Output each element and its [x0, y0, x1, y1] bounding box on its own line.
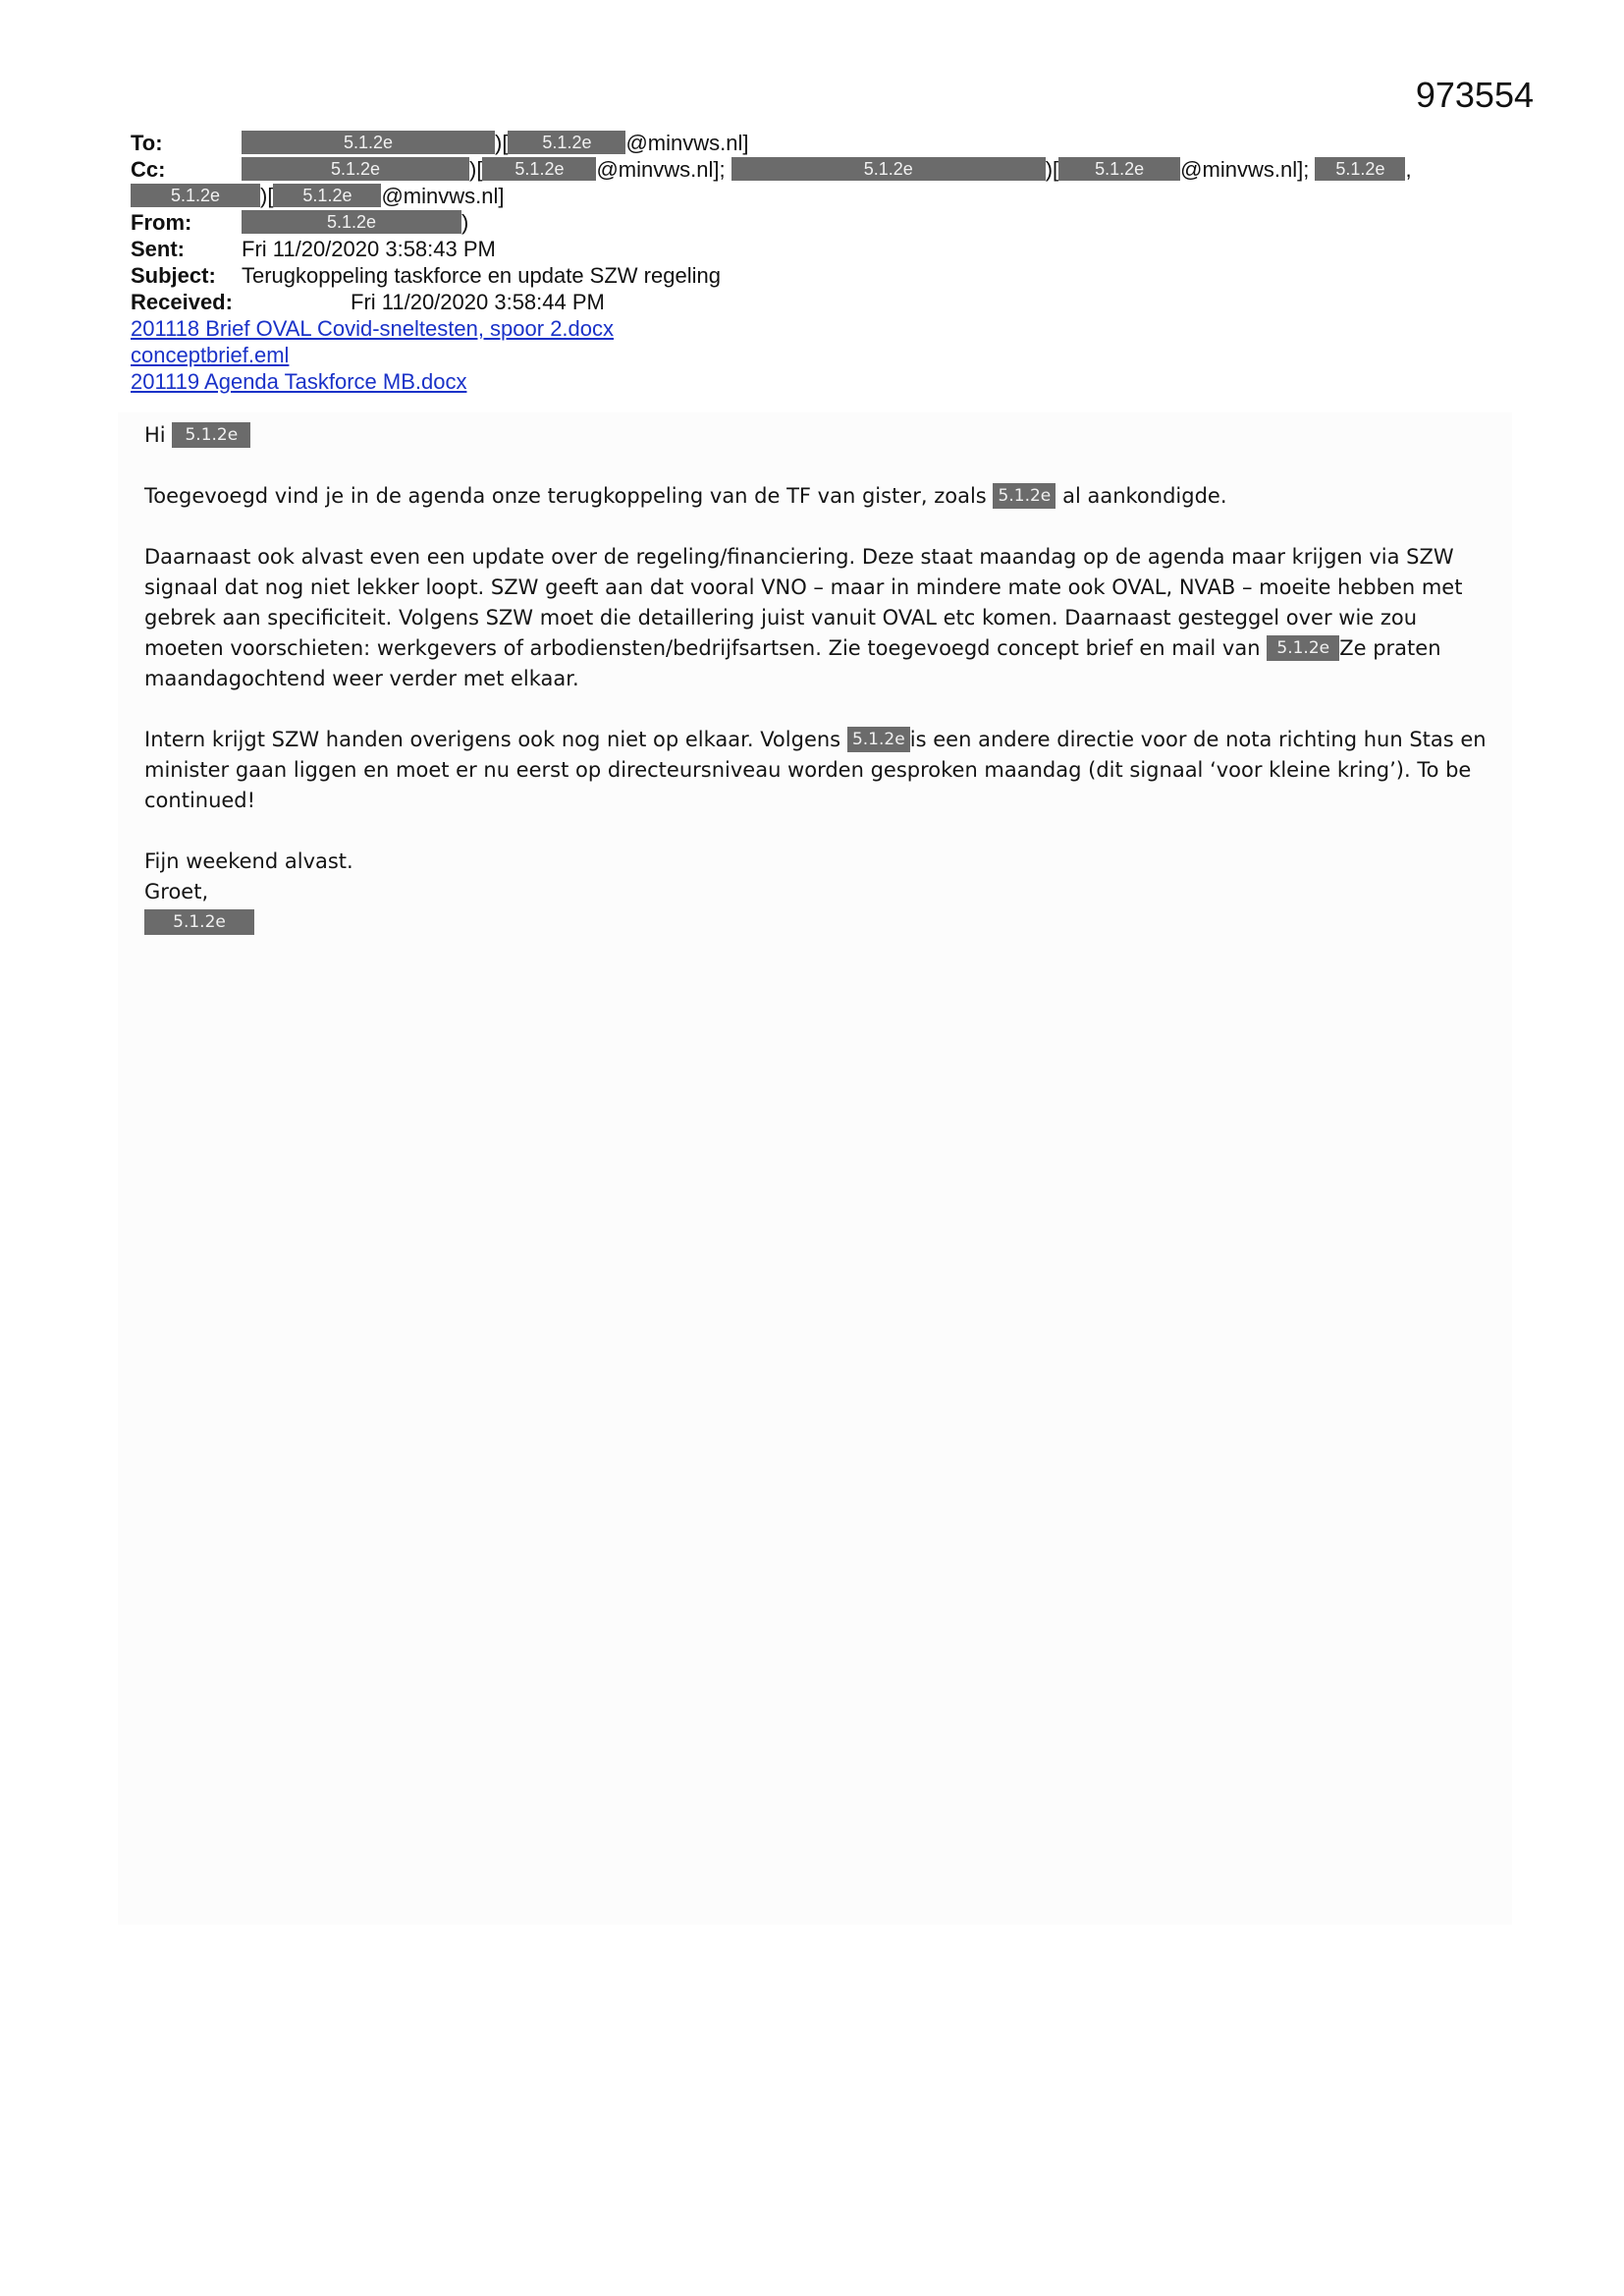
attachment-link[interactable]: 201119 Agenda Taskforce MB.docx: [131, 369, 467, 394]
redaction-box: 5.1.2e: [242, 210, 461, 234]
redaction-box: 5.1.2e: [847, 727, 910, 752]
attachment-list: [131, 315, 614, 395]
signature: [144, 847, 1499, 938]
redaction-box: 5.1.2e: [144, 909, 254, 935]
received-label: Received:: [131, 290, 233, 314]
sent-label: Sent:: [131, 237, 185, 261]
redaction-box: 5.1.2e: [731, 157, 1046, 181]
closing-line: Fijn weekend alvast.: [144, 849, 353, 873]
cc-address-domain: @minvws.nl];: [596, 157, 726, 182]
separator: )[: [469, 157, 483, 182]
message-body: [144, 420, 1499, 938]
cc-address-domain: @minvws.nl];: [1180, 157, 1310, 182]
subject-label: Subject:: [131, 263, 216, 288]
paragraph: [144, 542, 1499, 694]
paragraph-text: al aankondigde.: [1062, 484, 1227, 508]
redaction-box: 5.1.2e: [242, 131, 495, 154]
to-address-domain: @minvws.nl]: [625, 131, 749, 155]
redaction-box: 5.1.2e: [1267, 635, 1339, 661]
paragraph-text: is een andere directie voor de nota richting hun Stas en minister gaan liggen en moet er nu eerst op directeursniveau worden gesproken maandag (dit signaal ‘voor kleine kring’). To be continued!: [144, 728, 1487, 812]
paragraph: [144, 725, 1499, 816]
greeting: [144, 420, 1499, 451]
separator: )[: [260, 184, 274, 208]
redaction-box: 5.1.2e: [1315, 157, 1405, 181]
redaction-box: 5.1.2e: [508, 131, 625, 154]
paragraph-text: Toegevoegd vind je in de agenda onze terugkoppeling van de TF van gister, zoals: [144, 484, 987, 508]
received-value: Fri 11/20/2020 3:58:44 PM: [351, 290, 605, 314]
redaction-box: 5.1.2e: [273, 184, 381, 207]
attachment-link[interactable]: 201118 Brief OVAL Covid-sneltesten, spoor 2.docx: [131, 316, 615, 341]
redaction-box: 5.1.2e: [993, 483, 1056, 509]
cc-address-domain: @minvws.nl]: [381, 184, 505, 208]
paragraph-text: Intern krijgt SZW handen overigens ook nog niet op elkaar. Volgens: [144, 728, 841, 751]
from-label: From:: [131, 210, 192, 235]
to-label: To:: [131, 131, 163, 155]
redaction-box: 5.1.2e: [172, 422, 250, 448]
document-id: 973554: [1415, 75, 1534, 115]
subject-value: Terugkoppeling taskforce en update SZW regeling: [242, 263, 721, 288]
redaction-box: 5.1.2e: [1058, 157, 1180, 181]
paragraph-text: Daarnaast ook alvast even een update over de regeling/financiering. Deze staat maandag op de agenda maar krijgen via SZW signaal dat nog niet lekker loopt. SZW geeft aan dat vooral VNO – maar in mindere mate ook OVAL, NVAB – moeite hebben met gebrek aan specificiteit. Volgens SZW moet die detaillering juist vanuit OVAL etc komen. Daarnaast gesteggel over wie zou moeten voorschieten: werkgevers of arbodiensten/bedrijfsartsen. Zie toegevoegd concept brief en mail van: [144, 545, 1463, 660]
paragraph-text: Ze praten maandagochtend weer verder met elkaar.: [144, 636, 1441, 690]
paragraph: [144, 481, 1499, 512]
from-closing: ): [461, 210, 469, 235]
redaction-box: 5.1.2e: [482, 157, 596, 181]
redaction-box: 5.1.2e: [131, 184, 260, 207]
separator: )[: [495, 131, 509, 155]
cc-label: Cc:: [131, 157, 166, 182]
closing-line: Groet,: [144, 880, 209, 903]
comma: ,: [1405, 157, 1412, 182]
greeting-text: Hi: [144, 423, 166, 447]
redaction-box: 5.1.2e: [242, 157, 469, 181]
separator: )[: [1045, 157, 1059, 182]
sent-value: Fri 11/20/2020 3:58:43 PM: [242, 237, 496, 261]
attachment-link[interactable]: conceptbrief.eml: [131, 343, 290, 367]
